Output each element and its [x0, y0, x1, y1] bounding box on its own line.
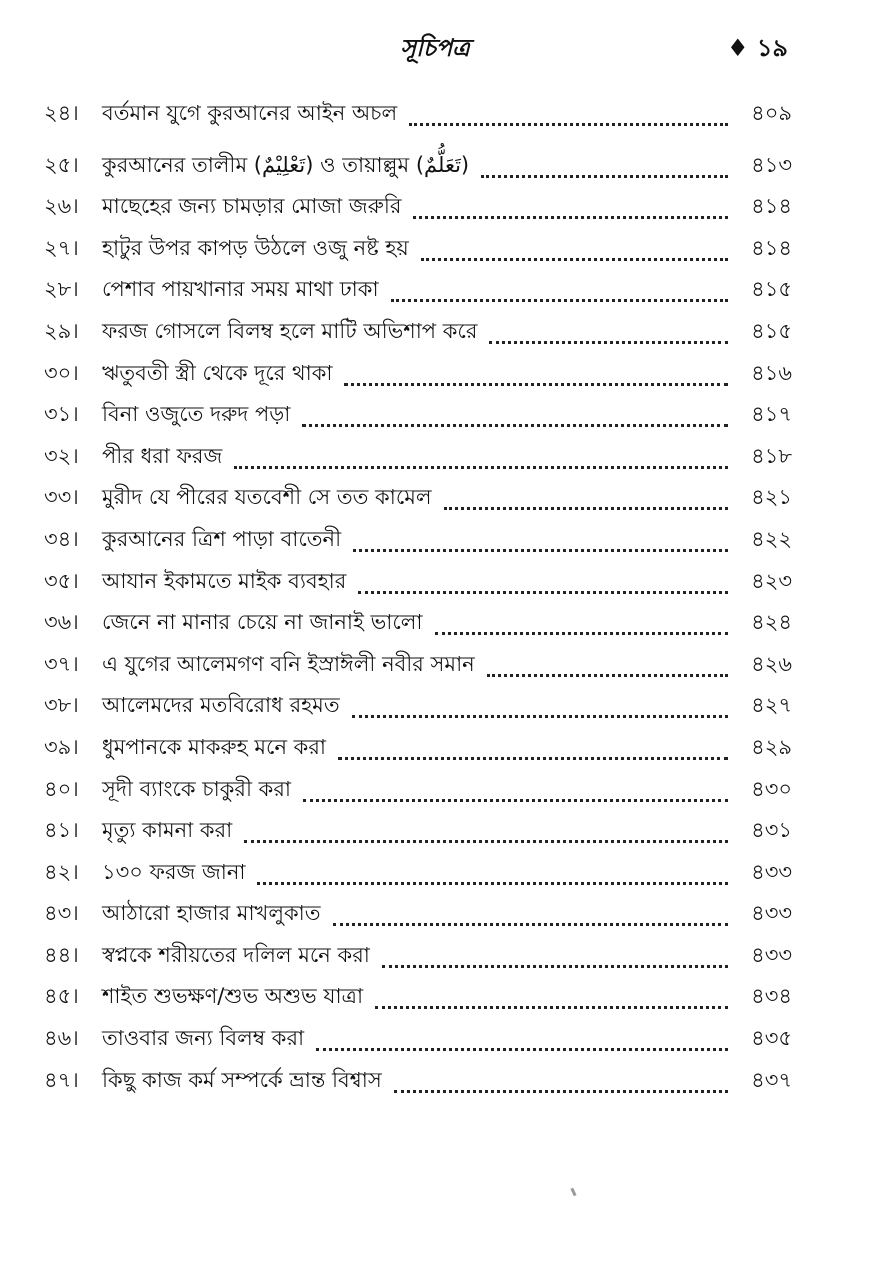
toc-entry-title: কুরআনের ত্রিশ পাড়া বাতেনী	[102, 526, 342, 551]
toc-entry-title: মুরীদ যে পীরের যতবেশী সে তত কামেল	[102, 485, 432, 510]
page-title: সূচিপত্র	[400, 34, 470, 62]
dot-leader	[382, 964, 728, 968]
toc-entry-title: ১৩০ ফরজ জানা	[102, 859, 246, 884]
toc-entry-number: ৩৩।	[44, 485, 79, 510]
toc-entry-title: জেনে না মানার চেয়ে না জানাই ভালো	[102, 610, 423, 635]
dot-leader	[413, 215, 728, 219]
toc-entry-number: ৩০।	[44, 360, 79, 385]
toc-entry-title: পেশাব পায়খানার সময় মাথা ঢাকা	[102, 277, 379, 302]
toc-entry-number: ৩৭।	[44, 651, 79, 676]
toc-entry-page: ৪২৯	[751, 734, 792, 759]
toc-entry-page: ৪২৬	[751, 651, 792, 676]
toc-entry-number: ৩৫।	[44, 568, 79, 593]
dot-leader	[489, 340, 728, 344]
toc-entry-page: ৪৩৩	[751, 901, 792, 926]
toc-row	[44, 522, 792, 564]
dot-leader	[303, 798, 728, 802]
toc-entry-title: পীর ধরা ফরজ	[102, 443, 223, 468]
toc-entry-page: ৪১৫	[751, 277, 792, 302]
dot-leader	[302, 423, 728, 427]
toc-entry-title: মৃত্যু কামনা করা	[102, 818, 233, 843]
dot-leader	[353, 548, 728, 552]
toc-entry-number: ৪২।	[44, 859, 79, 884]
dot-leader	[481, 174, 728, 178]
toc-entry-page: ৪২১	[751, 485, 792, 510]
toc-entry-page: ৪১৬	[751, 360, 792, 385]
toc-row	[44, 190, 792, 232]
toc-entry-page: ৪৩১	[751, 818, 792, 843]
toc-entry-number: ৪৫।	[44, 984, 79, 1009]
toc-entry-number: ২৪।	[44, 100, 79, 125]
toc-row	[44, 1021, 792, 1063]
toc-entry-number: ৪০।	[44, 776, 79, 801]
toc-row	[44, 1063, 792, 1105]
dot-leader	[391, 298, 728, 302]
toc-entry-page: ৪২২	[751, 526, 792, 551]
dot-leader	[352, 714, 728, 718]
toc-entry-title: বিনা ওজুতে দরুদ পড়া	[102, 402, 291, 427]
toc-entry-page: ৪১৭	[751, 402, 792, 427]
toc-row	[44, 897, 792, 939]
toc-row	[44, 606, 792, 648]
toc-entry-number: ৩৬।	[44, 610, 79, 635]
toc-entry-page: ৪২৩	[751, 568, 792, 593]
toc-entry-title: বর্তমান যুগে কুরআনের আইন অচল	[102, 100, 398, 125]
dot-leader	[435, 631, 728, 635]
toc-entry-page: ৪৩৩	[751, 942, 792, 967]
toc-row	[44, 439, 792, 481]
dot-leader	[375, 1005, 728, 1009]
toc-entry-title: ধুমপানকে মাকরুহ মনে করা	[102, 734, 327, 759]
toc-row	[44, 481, 792, 523]
toc-entry-page: ৪২৪	[751, 610, 792, 635]
dot-leader	[333, 922, 728, 926]
dot-leader	[234, 465, 728, 469]
toc-entry-page: ৪৩৭	[751, 1067, 792, 1092]
toc-entry-number: ২৫।	[44, 152, 79, 177]
toc-row	[44, 814, 792, 856]
toc-entry-page: ৪৩০	[751, 776, 792, 801]
toc-entry-page: ৪২৭	[751, 693, 792, 718]
toc-entry-page: ৪৩৩	[751, 859, 792, 884]
toc-entry-title: কিছু কাজ কর্ম সম্পর্কে ভ্রান্ত বিশ্বাস	[102, 1067, 382, 1092]
dot-leader	[257, 881, 728, 885]
toc-entry-number: ৪৭।	[44, 1067, 79, 1092]
toc-entry-number: ৪৬।	[44, 1026, 79, 1051]
toc-entry-number: ৩৮।	[44, 693, 79, 718]
dot-leader	[487, 673, 728, 677]
toc-row	[44, 314, 792, 356]
toc-entry-number: ৪৩।	[44, 901, 79, 926]
toc-entry-title: মাছেহের জন্য চামড়ার মোজা জরুরি	[102, 194, 402, 219]
dot-leader	[344, 382, 728, 386]
toc-entry-number: ২৬।	[44, 194, 79, 219]
toc-entry-page: ৪১৩	[751, 152, 792, 177]
toc-row	[44, 564, 792, 606]
page-header	[0, 30, 870, 70]
toc-entry-number: ২৮।	[44, 277, 79, 302]
toc-entry-number: ২৭।	[44, 235, 79, 260]
toc-entry-page: ৪১৪	[751, 194, 792, 219]
toc-entry-number: ৩৪।	[44, 526, 79, 551]
toc-row	[44, 96, 792, 138]
toc-entry-title: ঋতুবতী স্ত্রী থেকে দূরে থাকা	[102, 360, 333, 385]
toc-entry-title: কুরআনের তালীম (تَعْلِيْمٌ) ও তায়াল্লুম (تَعَلُّمٌ)	[102, 152, 470, 177]
toc-entry-number: ৪৪।	[44, 942, 79, 967]
toc-entry-page: ৪১৪	[751, 235, 792, 260]
toc-entry-page: ৪৩৪	[751, 984, 792, 1009]
dot-leader	[244, 839, 728, 843]
toc-entry-number: ৪১।	[44, 818, 79, 843]
toc-entry-page: ৪১৫	[751, 318, 792, 343]
toc-row	[44, 855, 792, 897]
toc-entry-number: ৩২।	[44, 443, 79, 468]
toc-entry-number: ৩১।	[44, 402, 79, 427]
toc-row	[44, 273, 792, 315]
toc-entry-number: ২৯।	[44, 318, 79, 343]
toc-entry-title: এ যুগের আলেমগণ বনি ইস্রাঈলী নবীর সমান	[102, 651, 475, 676]
toc-entry-page: ৪০৯	[751, 100, 792, 125]
toc-row	[44, 398, 792, 440]
toc-entry-page: ৪৩৫	[751, 1026, 792, 1051]
toc-entry-title: স্বপ্নকে শরীয়তের দলিল মনে করা	[102, 942, 370, 967]
toc-entry-title: তাওবার জন্য বিলম্ব করা	[102, 1026, 305, 1051]
dot-leader	[409, 122, 728, 126]
toc-row	[44, 356, 792, 398]
toc-row	[44, 689, 792, 731]
dot-leader	[421, 257, 728, 261]
toc-row	[44, 980, 792, 1022]
toc-entry-title: হাটুর উপর কাপড় উঠলে ওজু নষ্ট হয়	[102, 235, 409, 260]
toc-row	[44, 772, 792, 814]
toc-entry-page: ৪১৮	[751, 443, 792, 468]
page-number: ♦ ১৯	[726, 34, 788, 62]
dot-leader	[394, 1089, 728, 1093]
toc-row	[44, 730, 792, 772]
toc-entry-title: আযান ইকামতে মাইক ব্যবহার	[102, 568, 347, 593]
dot-leader	[338, 756, 728, 760]
dot-leader	[316, 1047, 728, 1051]
dot-leader	[444, 506, 728, 510]
toc-row	[44, 938, 792, 980]
toc-row	[44, 647, 792, 689]
toc-entry-title: শাইত শুভক্ষণ/শুভ অশুভ যাত্রা	[102, 984, 364, 1009]
toc-entry-title: আঠারো হাজার মাখলুকাত	[102, 901, 321, 926]
dot-leader	[358, 590, 728, 594]
toc-entry-title: সূদী ব্যাংকে চাকুরী করা	[102, 776, 291, 801]
toc-row	[44, 231, 792, 273]
toc-row	[44, 138, 792, 190]
toc-entry-title: ফরজ গোসলে বিলম্ব হলে মাটি অভিশাপ করে	[102, 318, 478, 343]
toc-entry-number: ৩৯।	[44, 734, 79, 759]
table-of-contents	[44, 96, 792, 1105]
toc-entry-title: আলেমদের মতবিরোধ রহমত	[102, 693, 340, 718]
